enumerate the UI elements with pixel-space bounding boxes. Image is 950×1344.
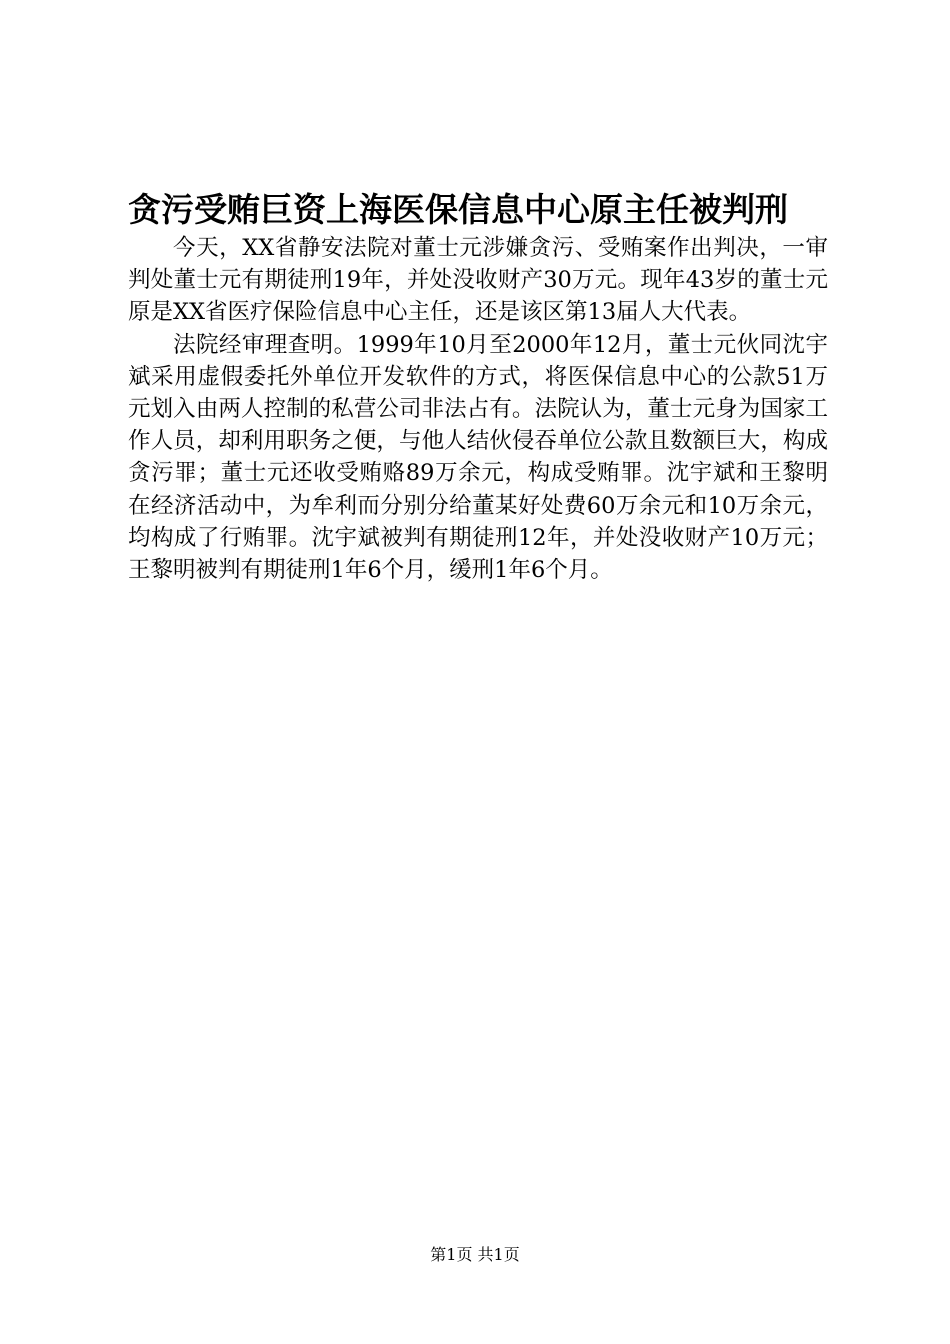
document-body xyxy=(128,232,828,586)
paragraph-1: 今天，XX省静安法院对董士元涉嫌贪污、受贿案作出判决，一审判处董士元有期徒刑19年，并处没收财产30万元。现年43岁的董士元原是XX省医疗保险信息中心主任，还是该区第13届人大代表。 xyxy=(128,235,828,326)
document-title: 贪污受贿巨资上海医保信息中心原主任被判刑 xyxy=(128,190,788,229)
page-footer: 第1页 共1页 xyxy=(430,1245,520,1264)
paragraph-2: 法院经审理查明。1999年10月至2000年12月，董士元伙同沈宇斌采用虚假委托外单位开发软件的方式，将医保信息中心的公款51万元划入由两人控制的私营公司非法占有。法院认为，董士元身为国家工作人员，却利用职务之便，与他人结伙侵吞单位公款且数额巨大，构成贪污罪；董士元还收受贿赂89万余元，构成受贿罪。沈宇斌和王黎明在经济活动中，为牟利而分别分给董某好处费60万余元和10万余元，均构成了行贿罪。沈宇斌被判有期徒刑12年，并处没收财产10万元；王黎明被判有期徒刑1年6个月，缓刑1年6个月。 xyxy=(128,331,828,584)
